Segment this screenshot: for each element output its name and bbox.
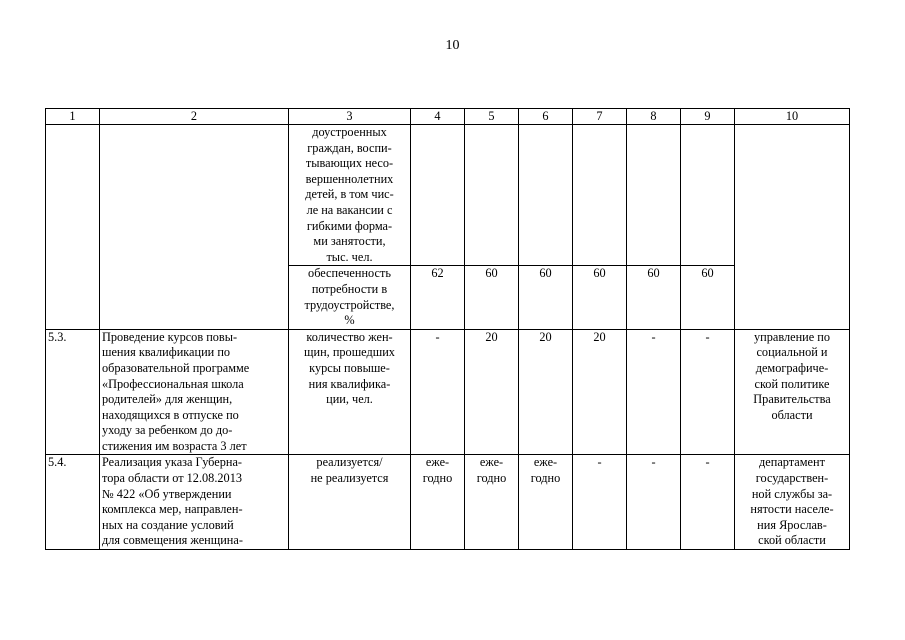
executor-line: нятости населе- xyxy=(750,502,834,517)
value-cell: - xyxy=(627,329,681,455)
table-row xyxy=(46,329,850,455)
executor-line: демографиче- xyxy=(755,360,829,375)
value-cell: 60 xyxy=(681,266,735,329)
indicator-line: количество жен- xyxy=(306,329,393,344)
indicator-line: ле на вакансии с xyxy=(306,202,393,217)
executor-line: Правительства xyxy=(753,392,831,407)
measure-name-line: находящихся в отпуске по xyxy=(102,407,239,422)
measure-name-line: Проведение курсов повы- xyxy=(102,329,238,344)
value-line: еже- xyxy=(425,455,450,470)
value-line: годно xyxy=(476,471,507,486)
executor-line: ской политике xyxy=(754,376,830,391)
value-cell xyxy=(627,125,681,266)
indicator-line: курсы повыше- xyxy=(309,360,390,375)
table-row xyxy=(46,455,850,550)
value-cell xyxy=(465,125,519,266)
indicator-line: тывающих несо- xyxy=(305,156,394,171)
indicator-cell xyxy=(289,125,411,266)
executor-line: управление по xyxy=(754,329,830,344)
value-cell: - xyxy=(681,329,735,455)
executor-cell xyxy=(735,125,850,330)
row-number-cell xyxy=(46,125,100,330)
column-number-header: 9 xyxy=(681,109,735,125)
value-cell: - xyxy=(573,455,627,550)
indicator-line: ния квалифика- xyxy=(308,376,391,391)
measure-name-line: «Профессиональная школа xyxy=(102,376,244,391)
indicator-cell xyxy=(289,329,411,455)
measure-name-line: Реализация указа Губерна- xyxy=(102,455,243,470)
value-line: еже- xyxy=(533,455,558,470)
indicator-line: гибкими форма- xyxy=(306,218,393,233)
value-cell xyxy=(519,455,573,550)
column-number-header: 4 xyxy=(411,109,465,125)
column-number-header: 7 xyxy=(573,109,627,125)
measure-name-line: ных на создание условий xyxy=(102,517,234,532)
column-number-header: 1 xyxy=(46,109,100,125)
column-number-header: 6 xyxy=(519,109,573,125)
value-cell xyxy=(681,125,735,266)
measure-name-line: уходу за ребенком до до- xyxy=(102,423,233,438)
measure-name-line: тора области от 12.08.2013 xyxy=(102,471,242,486)
measure-name-cell xyxy=(100,125,289,330)
indicator-line: обеспеченность xyxy=(308,266,391,281)
value-cell: 60 xyxy=(573,266,627,329)
column-number-header: 8 xyxy=(627,109,681,125)
value-cell: 20 xyxy=(519,329,573,455)
indicator-line: не реализуется xyxy=(310,471,389,486)
indicator-line: % xyxy=(344,313,355,328)
executor-cell xyxy=(735,329,850,455)
executor-line: области xyxy=(771,407,813,422)
measures-table xyxy=(45,108,850,550)
value-cell: 60 xyxy=(519,266,573,329)
indicator-line: доустроенных xyxy=(312,125,387,139)
indicator-line: реализуется/ xyxy=(316,455,383,470)
indicator-cell xyxy=(289,266,411,329)
column-number-row xyxy=(46,109,850,125)
value-cell: - xyxy=(627,455,681,550)
value-cell xyxy=(573,125,627,266)
value-cell: 20 xyxy=(465,329,519,455)
measure-name-line: образовательной программе xyxy=(102,360,250,375)
measure-name-cell xyxy=(100,455,289,550)
executor-line: ния Ярослав- xyxy=(757,517,827,532)
value-line: еже- xyxy=(479,455,504,470)
indicator-line: трудоустройстве, xyxy=(304,297,395,312)
table-row xyxy=(46,125,850,266)
indicator-line: детей, в том чис- xyxy=(305,187,394,202)
measure-name-line: стижения им возраста 3 лет xyxy=(102,438,247,453)
executor-line: государствен- xyxy=(755,471,829,486)
executor-line: ской области xyxy=(758,533,826,548)
value-line: годно xyxy=(530,471,561,486)
column-number-header: 10 xyxy=(735,109,850,125)
indicator-line: граждан, воспи- xyxy=(307,140,392,155)
measure-name-line: для совмещения женщина- xyxy=(102,533,243,548)
value-cell: 60 xyxy=(465,266,519,329)
value-cell xyxy=(519,125,573,266)
column-number-header: 5 xyxy=(465,109,519,125)
value-cell: 62 xyxy=(411,266,465,329)
row-number-cell: 5.3. xyxy=(46,329,100,455)
executor-line: департамент xyxy=(759,455,825,470)
indicator-line: ми занятости, xyxy=(313,234,386,249)
indicator-line: щин, прошедших xyxy=(304,345,395,360)
measure-name-cell xyxy=(100,329,289,455)
row-number-cell: 5.4. xyxy=(46,455,100,550)
column-number-header: 2 xyxy=(100,109,289,125)
measure-name-line: комплекса мер, направлен- xyxy=(102,502,243,517)
value-cell xyxy=(411,125,465,266)
value-cell: 20 xyxy=(573,329,627,455)
value-cell xyxy=(465,455,519,550)
indicator-line: потребности в xyxy=(311,281,388,296)
value-cell xyxy=(411,455,465,550)
indicator-line: ции, чел. xyxy=(326,392,373,407)
indicator-line: тыс. чел. xyxy=(326,249,373,264)
measure-name-line: № 422 «Об утверждении xyxy=(102,486,232,501)
value-cell: - xyxy=(411,329,465,455)
indicator-cell xyxy=(289,455,411,550)
measure-name-line: шения квалификации по xyxy=(102,345,231,360)
value-cell: 60 xyxy=(627,266,681,329)
column-number-header: 3 xyxy=(289,109,411,125)
executor-cell xyxy=(735,455,850,550)
value-line: годно xyxy=(422,471,453,486)
value-cell: - xyxy=(681,455,735,550)
measure-name-line: родителей» для женщин, xyxy=(102,392,233,407)
indicator-line: вершеннолетних xyxy=(305,171,394,186)
page-number: 10 xyxy=(445,38,460,53)
executor-line: ной службы за- xyxy=(751,486,833,501)
executor-line: социальной и xyxy=(756,345,828,360)
